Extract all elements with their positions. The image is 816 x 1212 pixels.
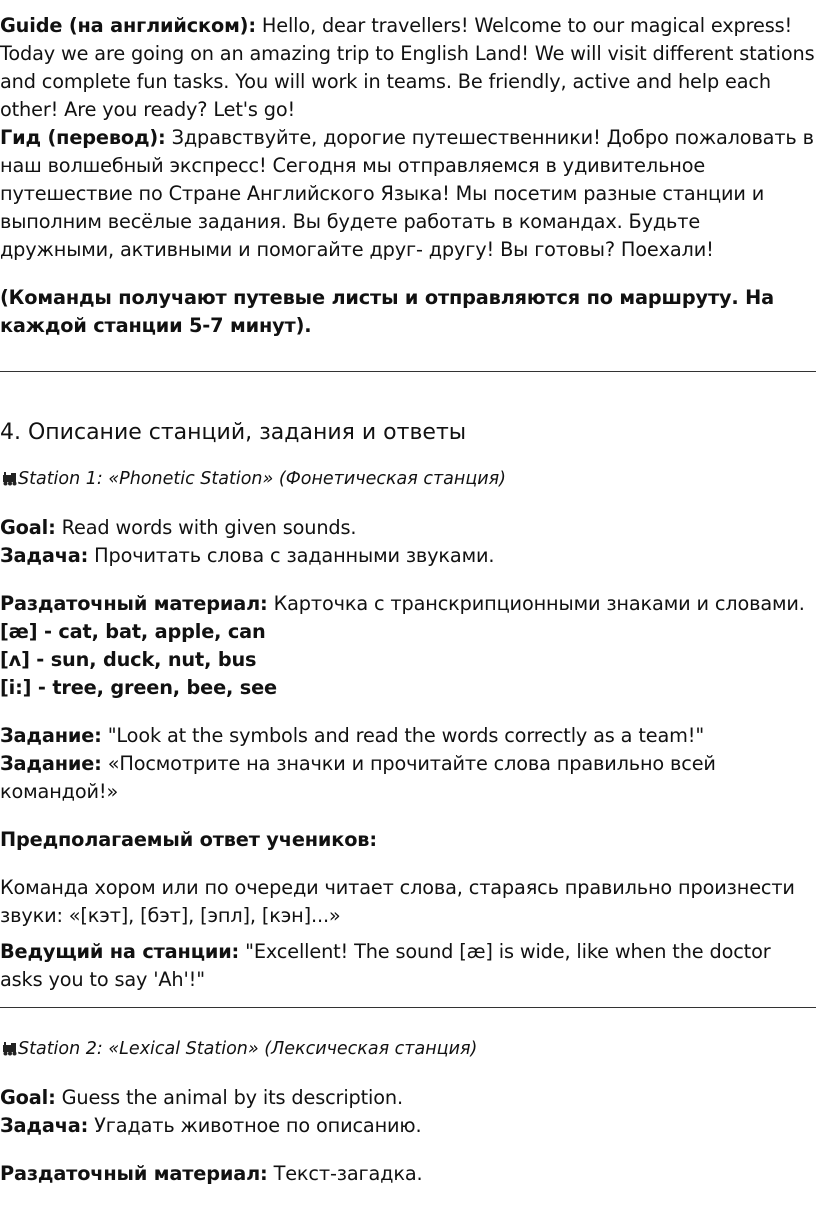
expected-answer-label: Предполагаемый ответ учеников: — [0, 828, 377, 851]
guide-english-paragraph — [0, 12, 816, 124]
goal-label: Goal: — [0, 1086, 56, 1109]
station-1-task — [0, 542, 816, 570]
material-label: Раздаточный материал: — [0, 592, 268, 615]
material-text: Текст-загадка. — [267, 1162, 423, 1185]
task-text: Прочитать слова с заданными звуками. — [88, 544, 495, 567]
material-text: Карточка с транскрипционными знаками и словами. — [267, 592, 805, 615]
task-label: Задача: — [0, 544, 89, 567]
station-1-assignment-en — [0, 722, 816, 750]
document-page — [0, 12, 816, 1188]
station-2-heading — [0, 1036, 816, 1062]
host-text: "Excellent! The sound [æ] is wide, like when the doctor asks you to say 'Ah'!" — [0, 940, 771, 991]
sound-line: [ʌ] - sun, duck, nut, bus — [0, 648, 257, 671]
station-2-material — [0, 1160, 816, 1188]
station-2-task — [0, 1112, 816, 1140]
material-label: Раздаточный материал: — [0, 1162, 268, 1185]
station-2-goal — [0, 1084, 816, 1112]
station-1-assignment-ru — [0, 750, 816, 806]
train-icon — [2, 472, 18, 486]
goal-label: Goal: — [0, 516, 56, 539]
station-1-heading — [0, 466, 816, 492]
guide-russian-paragraph — [0, 124, 816, 264]
sound-line: [i:] - tree, green, bee, see — [0, 676, 277, 699]
goal-text: Read words with given sounds. — [55, 516, 357, 539]
sound-line: [æ] - cat, bat, apple, can — [0, 620, 266, 643]
guide-english-label: Guide (на английском): — [0, 14, 256, 37]
guide-english-text: Hello, dear travellers! Welcome to our magical express! Today we are going on an amazing trip to English Land! We will visit different stations and complete fun tasks. You will work in teams. Be friendly, active and help each other! Are you ready? Let's go! — [0, 14, 815, 121]
assignment-label: Задание: — [0, 752, 102, 775]
train-icon — [2, 1042, 18, 1056]
task-text: Угадать животное по описанию. — [88, 1114, 422, 1137]
guide-russian-text: Здравствуйте, дорогие путешественники! Добро пожаловать в наш волшебный экспресс! Сегодня мы отправляемся в удивительное путешествие по Стране Английского Языка! Мы посетим разные станции и выполним весёлые задания. Вы будете работать в командах. Будьте дружными, активными и помогайте друг- другу! Вы готовы? Поехали! — [0, 126, 814, 261]
section-title: 4. Описание станций, задания и ответы — [0, 420, 467, 445]
guide-russian-label: Гид (перевод): — [0, 126, 166, 149]
station-1-title: Station 1: «Phonetic Station» (Фонетическая станция) — [18, 469, 506, 489]
host-label: Ведущий на станции: — [0, 940, 240, 963]
assignment-text: «Посмотрите на значки и прочитайте слова правильно всей командой!» — [0, 752, 716, 803]
station-1-host — [0, 938, 816, 994]
task-label: Задача: — [0, 1114, 89, 1137]
station-1-goal — [0, 514, 816, 542]
expected-answer-text: Команда хором или по очереди читает слова, стараясь правильно произнести звуки: «[кэт], [бэт], [эпл], [кэн]...» — [0, 876, 795, 927]
assignment-label: Задание: — [0, 724, 102, 747]
station-1-material — [0, 590, 816, 618]
assignment-text: "Look at the symbols and read the words correctly as a team!" — [101, 724, 705, 747]
station-2-title: Station 2: «Lexical Station» (Лексическая станция) — [18, 1039, 478, 1059]
teams-instruction: (Команды получают путевые листы и отправляются по маршруту. На каждой станции 5-7 минут). — [0, 286, 774, 337]
goal-text: Guess the animal by its description. — [55, 1086, 403, 1109]
